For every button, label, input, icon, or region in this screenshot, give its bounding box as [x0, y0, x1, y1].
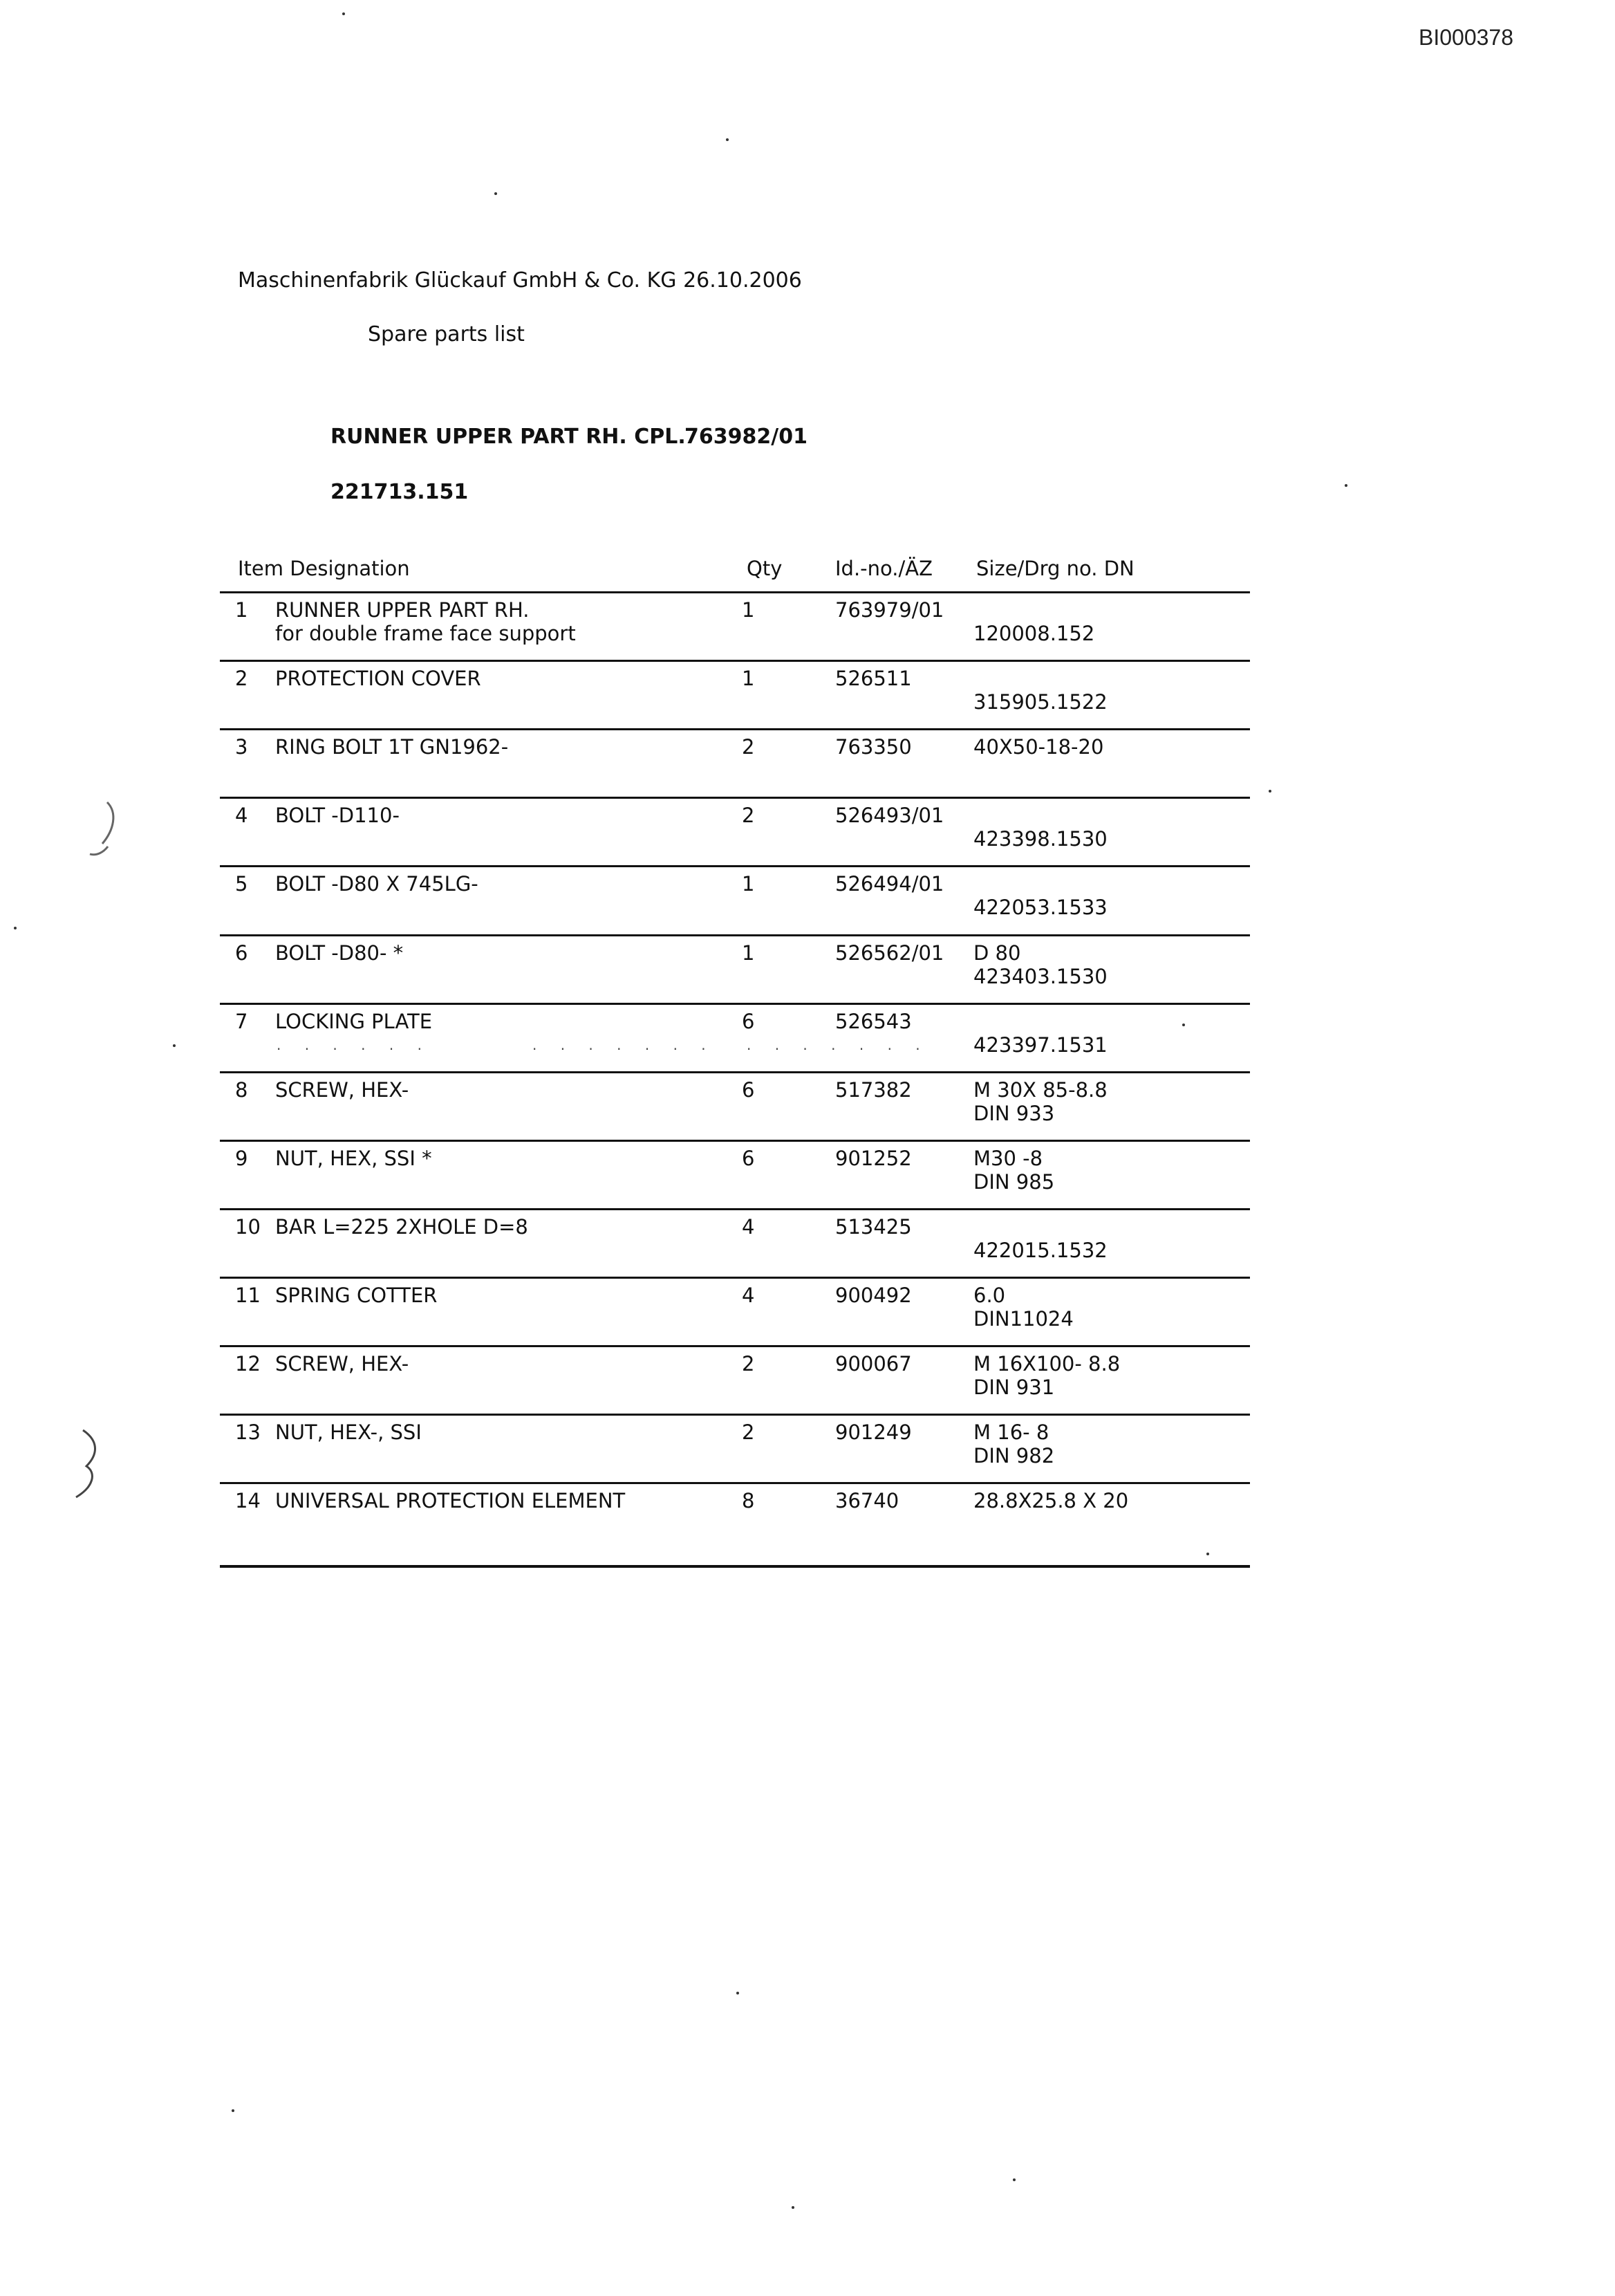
item-size-line-1: M 30X 85-8.8 — [973, 1077, 1108, 1102]
scan-speck — [1013, 2178, 1016, 2181]
item-number: 14 — [235, 1489, 261, 1513]
item-size-line-1: M30 -8 — [973, 1146, 1043, 1170]
item-qty: 4 — [742, 1214, 755, 1239]
table-row — [220, 1489, 1250, 1551]
item-designation: BAR L=225 2XHOLE D=8 — [275, 1214, 528, 1239]
item-qty: 6 — [742, 1009, 755, 1033]
item-designation: RUNNER UPPER PART RH. — [275, 598, 530, 622]
table-rule — [220, 934, 1250, 936]
table-row — [220, 941, 1250, 1003]
item-designation: BOLT -D80 X 745LG- — [275, 872, 478, 896]
scan-speck — [1206, 1553, 1209, 1555]
item-id-number: 517382 — [835, 1077, 912, 1102]
table-rule — [220, 591, 1250, 593]
column-header-item-designation: Item Designation — [238, 557, 410, 580]
table-row — [220, 1284, 1250, 1346]
table-rule — [220, 1208, 1250, 1210]
item-designation: BOLT -D110- — [275, 804, 400, 828]
item-id-number: 526511 — [835, 667, 912, 691]
table-rule — [220, 1565, 1250, 1568]
column-header-id-no: Id.-no./ÄZ — [835, 557, 933, 580]
item-size-line-1: D 80 — [973, 941, 1021, 965]
scan-speck — [173, 1044, 176, 1047]
item-qty: 2 — [742, 735, 755, 759]
document-id-stamp: BI000378 — [1419, 25, 1514, 50]
item-number: 10 — [235, 1214, 261, 1239]
table-rule — [220, 1482, 1250, 1484]
table-row — [220, 1215, 1250, 1277]
item-qty: 1 — [742, 872, 755, 896]
table-rule — [220, 728, 1250, 730]
item-qty: 6 — [742, 1077, 755, 1102]
table-row — [220, 1078, 1250, 1140]
item-designation-note: for double frame face support — [275, 622, 576, 645]
column-header-size: Size/Drg no. DN — [976, 557, 1135, 580]
item-size-line-2: 315905.1522 — [973, 690, 1108, 714]
item-id-number: 36740 — [835, 1489, 899, 1513]
item-qty: 6 — [742, 1146, 755, 1170]
item-size-line-1: 40X50-18-20 — [973, 735, 1104, 759]
item-number: 3 — [235, 735, 248, 759]
item-id-number: 900067 — [835, 1352, 912, 1376]
item-id-number: 901252 — [835, 1146, 912, 1170]
table-row — [220, 735, 1250, 797]
item-size-line-2: DIN 933 — [973, 1101, 1055, 1125]
item-designation: SCREW, HEX- — [275, 1077, 409, 1102]
table-rule — [220, 797, 1250, 799]
item-designation: NUT, HEX, SSI * — [275, 1146, 432, 1170]
item-number: 1 — [235, 598, 248, 622]
document-subtitle: Spare parts list — [368, 322, 525, 346]
margin-pen-mark — [41, 788, 124, 864]
item-designation: NUT, HEX-, SSI — [275, 1420, 422, 1445]
company-date-line: Maschinenfabrik Glückauf GmbH & Co. KG 26.10.2006 — [238, 268, 802, 293]
scan-speck — [736, 1992, 739, 1994]
item-designation: BOLT -D80- * — [275, 941, 404, 965]
table-row — [220, 872, 1250, 934]
item-number: 5 — [235, 872, 248, 896]
item-designation: SPRING COTTER — [275, 1284, 438, 1307]
item-size-line-2: 120008.152 — [973, 622, 1095, 645]
item-size-line-1: M 16X100- 8.8 — [973, 1352, 1121, 1376]
item-id-number: 513425 — [835, 1214, 912, 1239]
table-rule — [220, 1277, 1250, 1279]
scan-speck — [792, 2206, 794, 2209]
table-rule — [220, 1345, 1250, 1347]
item-number: 4 — [235, 804, 248, 828]
item-id-number: 901249 — [835, 1420, 912, 1445]
item-id-number: 526493/01 — [835, 804, 944, 828]
table-rule — [220, 660, 1250, 662]
item-number: 11 — [235, 1284, 261, 1307]
assembly-number: 763982/01 — [684, 425, 808, 449]
item-size-line-1: 28.8X25.8 X 20 — [973, 1489, 1129, 1513]
item-number: 8 — [235, 1077, 248, 1102]
item-id-number: 526562/01 — [835, 941, 944, 965]
table-row — [220, 598, 1250, 660]
scan-speck — [1269, 790, 1271, 793]
item-number: 13 — [235, 1420, 261, 1445]
item-qty: 2 — [742, 1352, 755, 1376]
scan-speck — [1345, 484, 1347, 487]
scan-dot-trail: · · · · · · — [277, 1041, 431, 1057]
table-row — [220, 1352, 1250, 1414]
table-rule — [220, 865, 1250, 867]
item-designation: UNIVERSAL PROTECTION ELEMENT — [275, 1489, 626, 1513]
assembly-title: RUNNER UPPER PART RH. CPL. — [330, 425, 686, 449]
item-qty: 1 — [742, 667, 755, 691]
item-size-line-2: DIN 982 — [973, 1444, 1055, 1468]
item-designation: RING BOLT 1T GN1962- — [275, 735, 509, 759]
item-designation: PROTECTION COVER — [275, 667, 481, 691]
item-size-line-2: DIN11024 — [973, 1307, 1074, 1331]
scan-speck — [14, 927, 17, 929]
table-row — [220, 1147, 1250, 1209]
item-number: 6 — [235, 941, 248, 965]
table-rule — [220, 1140, 1250, 1142]
item-size-line-1: M 16- 8 — [973, 1420, 1049, 1445]
item-number: 12 — [235, 1352, 261, 1376]
item-qty: 2 — [742, 1420, 755, 1445]
scan-speck — [342, 12, 345, 15]
item-id-number: 526543 — [835, 1009, 912, 1033]
scan-dot-trail: · · · · · · · — [747, 1041, 930, 1057]
item-size-line-2: 423403.1530 — [973, 964, 1108, 988]
scan-speck — [494, 192, 497, 195]
item-size-line-1: 6.0 — [973, 1284, 1006, 1307]
scan-speck — [726, 138, 729, 141]
margin-pen-mark — [69, 1425, 111, 1501]
item-number: 9 — [235, 1146, 248, 1170]
table-row — [220, 804, 1250, 866]
assembly-drawing-number: 221713.151 — [330, 480, 469, 504]
scan-dot-trail: · · · · · · · — [532, 1041, 716, 1057]
item-number: 2 — [235, 667, 248, 691]
item-size-line-2: 423398.1530 — [973, 827, 1108, 851]
table-rule — [220, 1003, 1250, 1005]
item-size-line-2: DIN 931 — [973, 1376, 1055, 1400]
scan-speck — [1182, 1024, 1185, 1026]
table-rule — [220, 1414, 1250, 1416]
item-number: 7 — [235, 1009, 248, 1033]
item-designation: SCREW, HEX- — [275, 1352, 409, 1376]
item-qty: 4 — [742, 1284, 755, 1307]
item-id-number: 900492 — [835, 1284, 912, 1307]
item-id-number: 526494/01 — [835, 872, 944, 896]
table-row — [220, 1420, 1250, 1483]
table-row — [220, 667, 1250, 729]
item-id-number: 763350 — [835, 735, 912, 759]
item-size-line-2: 422015.1532 — [973, 1238, 1108, 1262]
item-size-line-2: 423397.1531 — [973, 1033, 1108, 1057]
item-size-line-2: DIN 985 — [973, 1169, 1055, 1194]
item-size-line-2: 422053.1533 — [973, 896, 1108, 920]
item-designation: LOCKING PLATE — [275, 1009, 433, 1033]
item-qty: 8 — [742, 1489, 755, 1513]
item-qty: 1 — [742, 941, 755, 965]
item-qty: 2 — [742, 804, 755, 828]
item-qty: 1 — [742, 598, 755, 622]
column-header-qty: Qty — [747, 557, 783, 580]
item-id-number: 763979/01 — [835, 598, 944, 622]
table-rule — [220, 1071, 1250, 1073]
scan-speck — [232, 2109, 234, 2112]
